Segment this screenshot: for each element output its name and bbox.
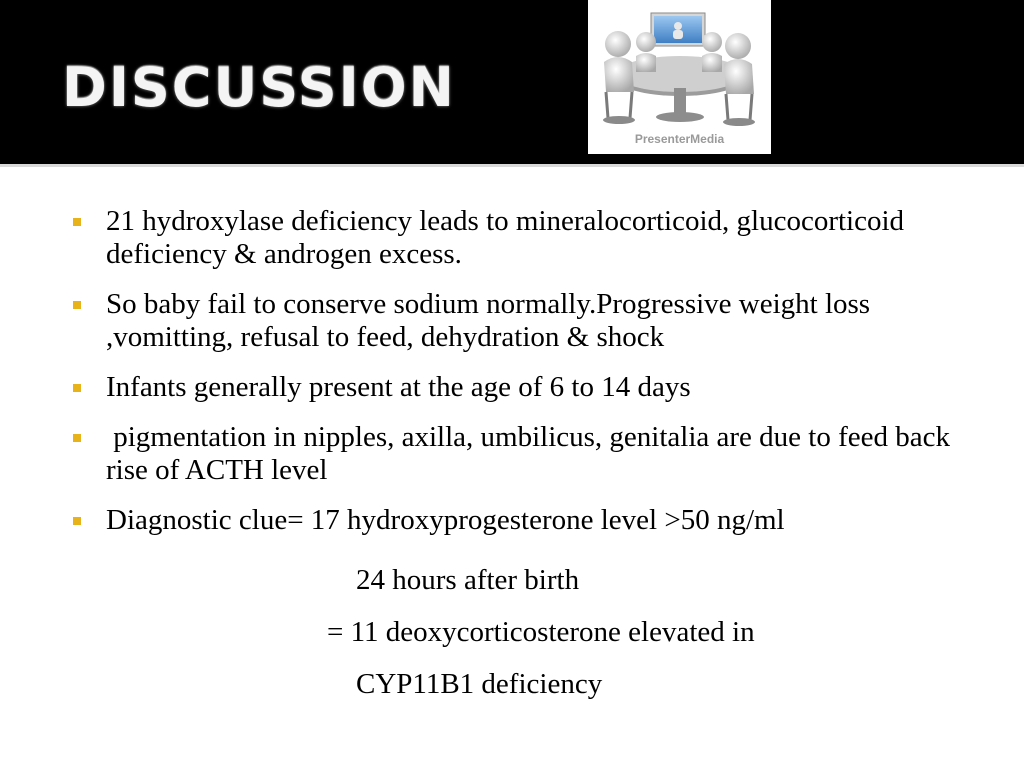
bullet-item xyxy=(0,504,1024,537)
logo-text: PresenterMedia xyxy=(634,132,725,146)
bullet-marker-icon xyxy=(73,301,81,309)
bullet-marker-icon xyxy=(73,517,81,525)
bullet-marker-icon xyxy=(73,218,81,226)
bullet-marker-icon xyxy=(73,384,81,392)
bullet-text: Diagnostic clue= 17 hydroxyprogesterone level >50 ng/ml xyxy=(106,504,785,536)
subline-cyp11b1: CYP11B1 deficiency xyxy=(356,668,603,700)
subline-hours-after-birth: 24 hours after birth xyxy=(356,564,580,596)
bullet-text: Infants generally present at the age of 6 to 14 days xyxy=(106,371,691,403)
bullet-item xyxy=(0,205,1024,271)
bullet-item xyxy=(0,421,1024,487)
bullet-list xyxy=(0,205,1024,554)
subline-deoxycorticosterone: = 11 deoxycorticosterone elevated in xyxy=(327,616,755,648)
meeting-table-illustration xyxy=(588,0,771,154)
bullet-item xyxy=(0,371,1024,404)
presentermedia-logo xyxy=(588,0,771,154)
bullet-text: pigmentation in nipples, axilla, umbilicus, genitalia are due to feed back rise of ACTH level xyxy=(106,421,958,486)
bullet-text: 21 hydroxylase deficiency leads to mineralocorticoid, glucocorticoid deficiency & androgen excess. xyxy=(106,205,905,270)
slide-header xyxy=(0,0,1024,160)
slide-title: DISCUSSION xyxy=(62,56,456,119)
slide-body xyxy=(0,167,1024,768)
bullet-item xyxy=(0,288,1024,354)
bullet-marker-icon xyxy=(73,434,81,442)
bullet-text: So baby fail to conserve sodium normally.Progressive weight loss ,vomitting, refusal to feed, dehydration & shock xyxy=(106,288,871,353)
